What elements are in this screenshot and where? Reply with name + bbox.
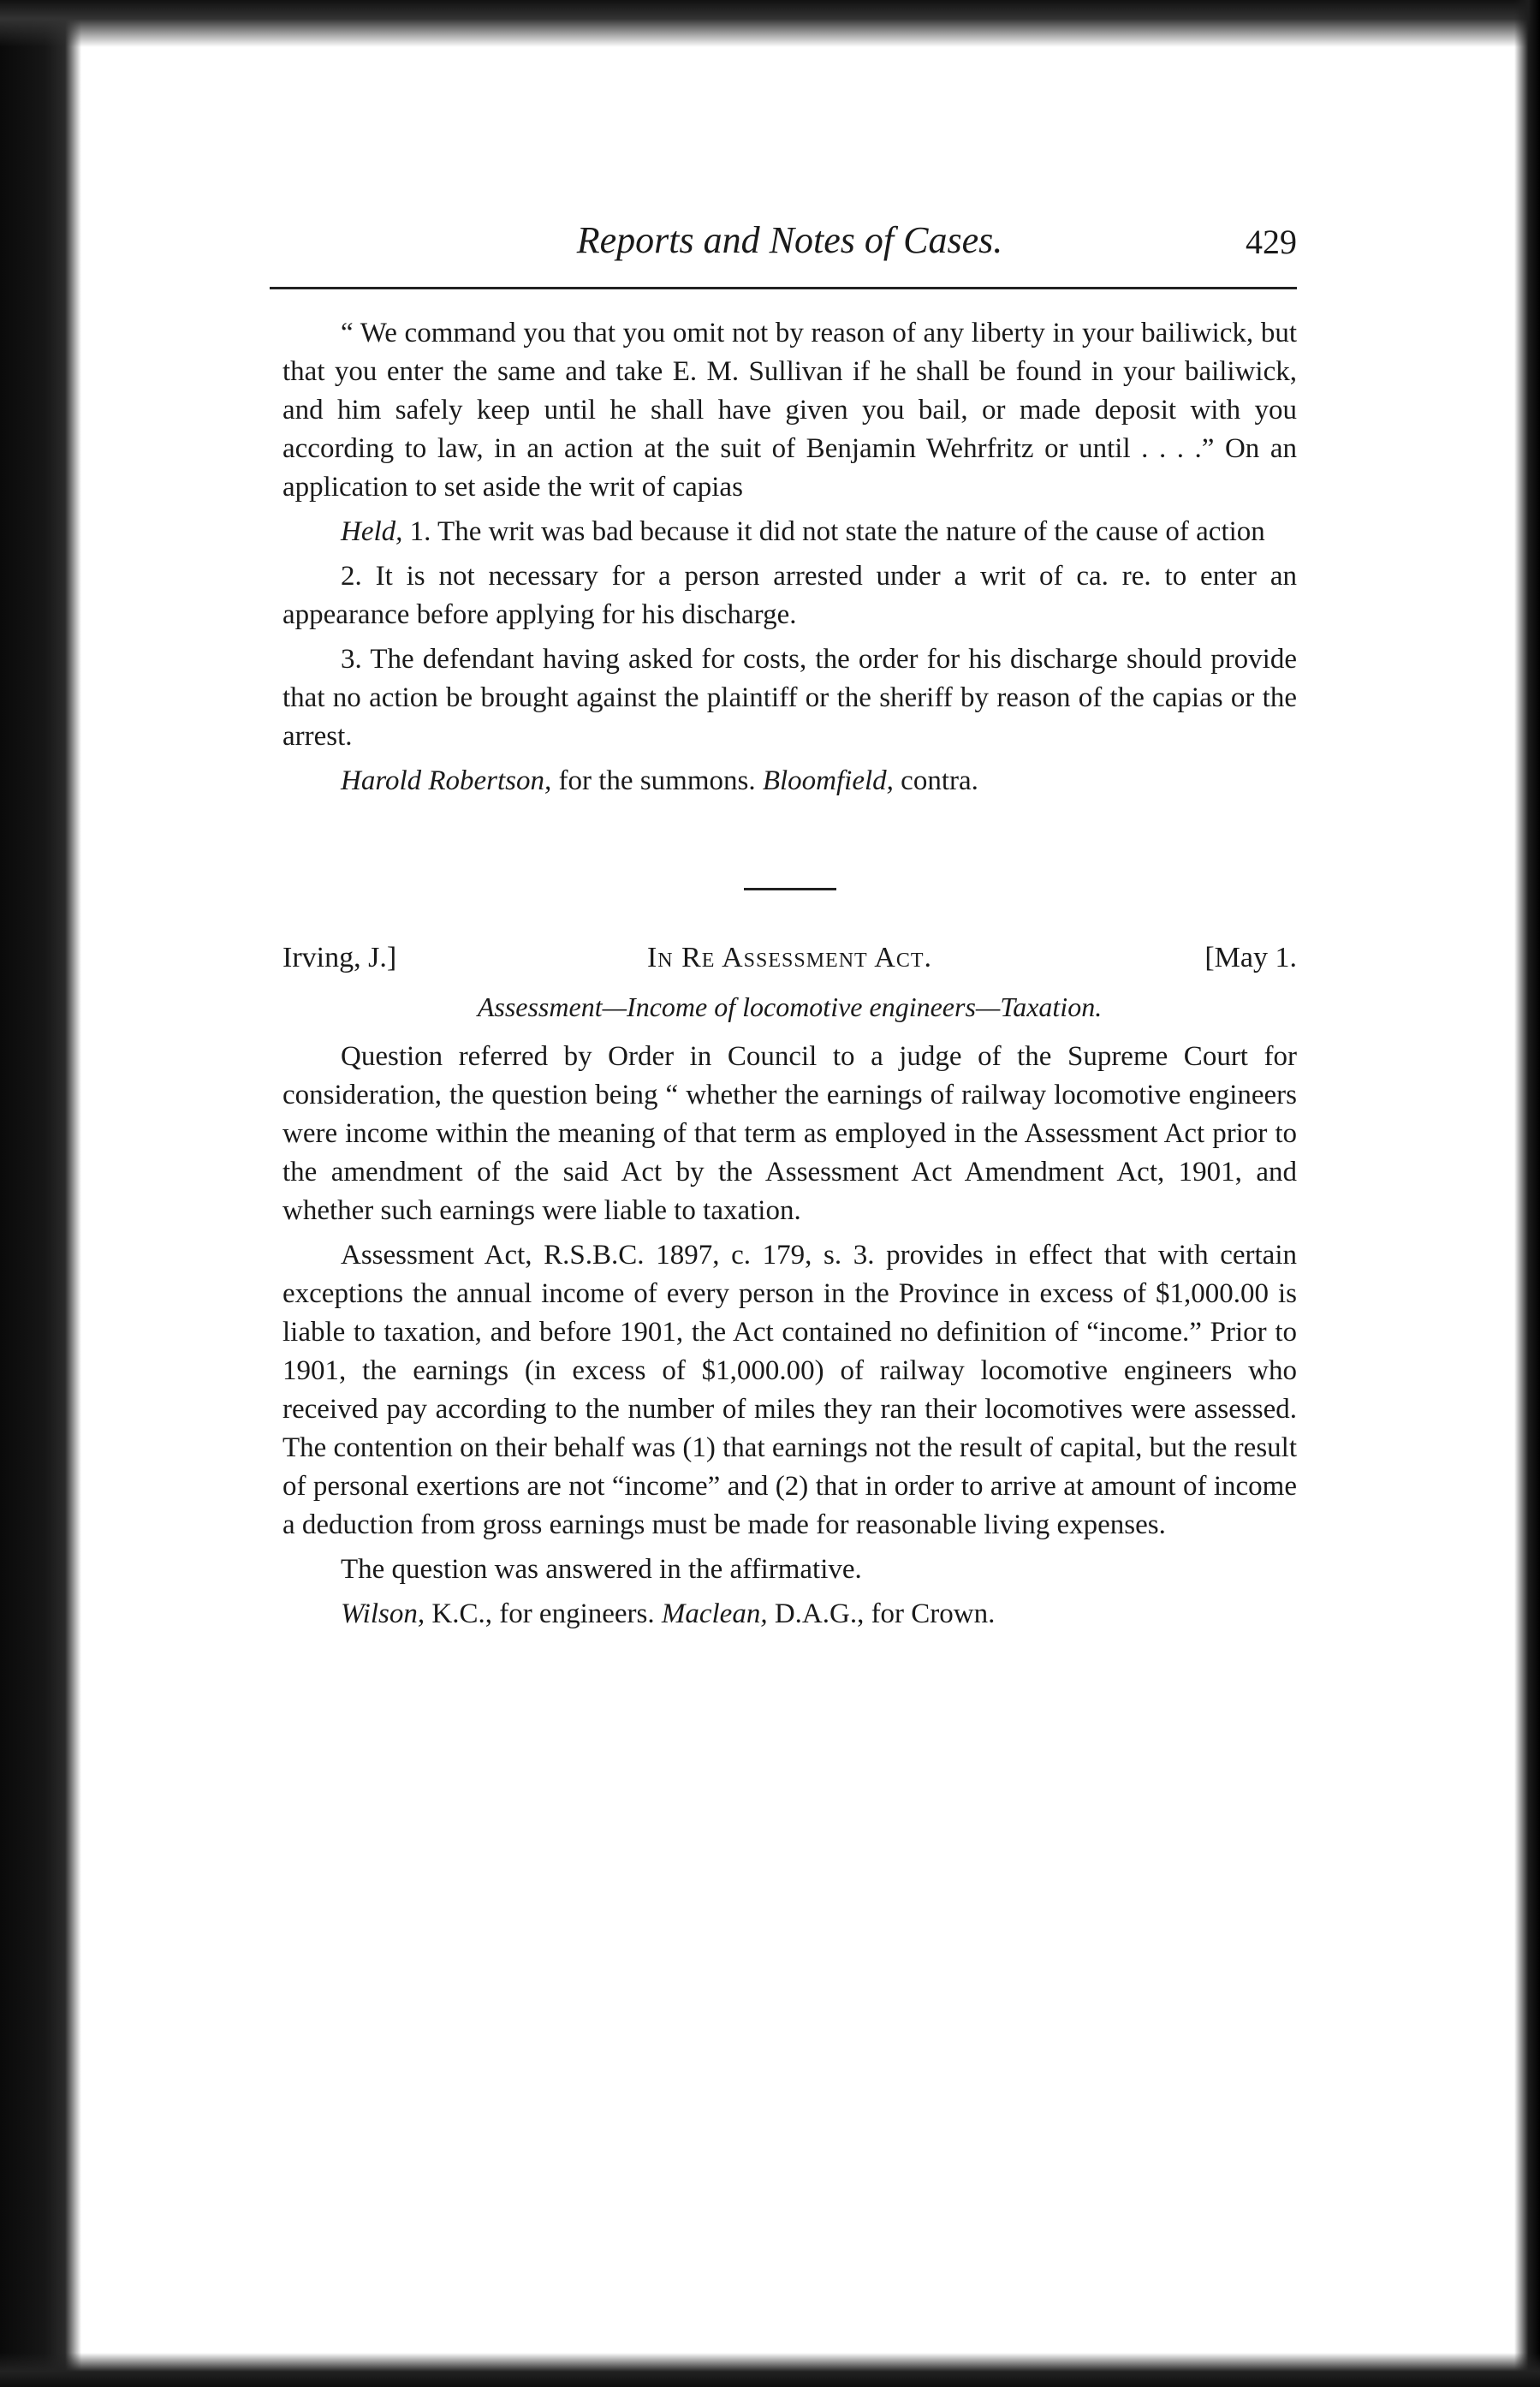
case-date: [May 1.	[1204, 942, 1297, 973]
counsel-role: D.A.G., for Crown.	[767, 1598, 996, 1629]
held-1-text: 1. The writ was bad because it did not state the nature of the cause of action	[402, 516, 1265, 547]
held-1-paragraph	[282, 513, 1297, 551]
page-header	[282, 218, 1297, 280]
counsel-role: for the summons.	[551, 765, 763, 796]
scan-border-left	[0, 0, 81, 2387]
counsel-role: contra.	[893, 765, 978, 796]
held-label: Held,	[341, 516, 403, 547]
case-subject: Assessment—Income of locomotive engineers—Taxation.	[477, 991, 1103, 1022]
scan-border-top	[0, 0, 1540, 47]
scan-border-right	[1514, 0, 1540, 2387]
counsel-name: Bloomfield,	[762, 765, 894, 796]
counsel-role: K.C., for engineers.	[425, 1598, 662, 1629]
counsel-name: Harold Robertson,	[341, 765, 552, 796]
book-page	[282, 218, 1297, 1629]
judge-name: Irving, J.]	[282, 942, 397, 973]
case-sullivan	[282, 314, 1297, 801]
case-heading	[282, 942, 1297, 985]
case-separator-rule	[744, 888, 836, 890]
question-paragraph: Question referred by Order in Council to a judge of the Supreme Court for consideration, the question being “ whether the earnings of railway locomotive engineers were income within the meaning of that term as employed in the Assessment Act prior to the amendment of the said Act by the Assessment Act Amendment Act, 1901, and whether such earnings were liable to taxation.	[282, 1041, 1297, 1226]
held-2-paragraph: 2. It is not necessary for a person arrested under a writ of ca. re. to enter an appearance before applying for his discharge.	[282, 561, 1297, 630]
statute-paragraph: Assessment Act, R.S.B.C. 1897, c. 179, s. 3. provides in effect that with certain exceptions the annual income of every person in the Province in excess of $1,000.00 is liable to taxation, and before 1901, the Act contained no definition of “income.” Prior to 1901, the earnings (in excess of $1,000.00) of railway locomotive engineers who received pay according to the number of miles they ran their locomotives were assessed. The contention on their behalf was (1) that earnings not the result of capital, but the result of personal exertions are not “income” and (2) that in order to arrive at amount of income a deduction from gross earnings must be made for reasonable living expenses.	[282, 1240, 1297, 1540]
page-body	[282, 314, 1297, 1634]
running-title: Reports and Notes of Cases.	[576, 219, 1003, 261]
held-3-paragraph: 3. The defendant having asked for costs, the order for his discharge should provide that no action be brought against the plaintiff or the sheriff by reason of the capias or the arrest.	[282, 644, 1297, 752]
header-rule	[270, 287, 1297, 289]
page-number: 429	[1246, 223, 1297, 261]
case-title: In Re Assessment Act.	[646, 942, 933, 973]
counsel-name: Wilson,	[341, 1598, 425, 1629]
writ-paragraph: “ We command you that you omit not by reason of any liberty in your bailiwick, but that you enter the same and take E. M. Sullivan if he shall be found in your bailiwick, and him safely keep until he shall have given you bail, or made deposit with you according to law, in an action at the suit of Benjamin Wehrfritz or until . . . .” On an application to set aside the writ of capias	[282, 318, 1297, 503]
counsel-line	[282, 1595, 1297, 1634]
answer-paragraph: The question was answered in the affirmative.	[341, 1554, 862, 1585]
scan-border-bottom	[0, 2353, 1540, 2387]
counsel-name: Maclean,	[661, 1598, 768, 1629]
counsel-line	[282, 762, 1297, 801]
case-assessment-act	[282, 942, 1297, 1634]
